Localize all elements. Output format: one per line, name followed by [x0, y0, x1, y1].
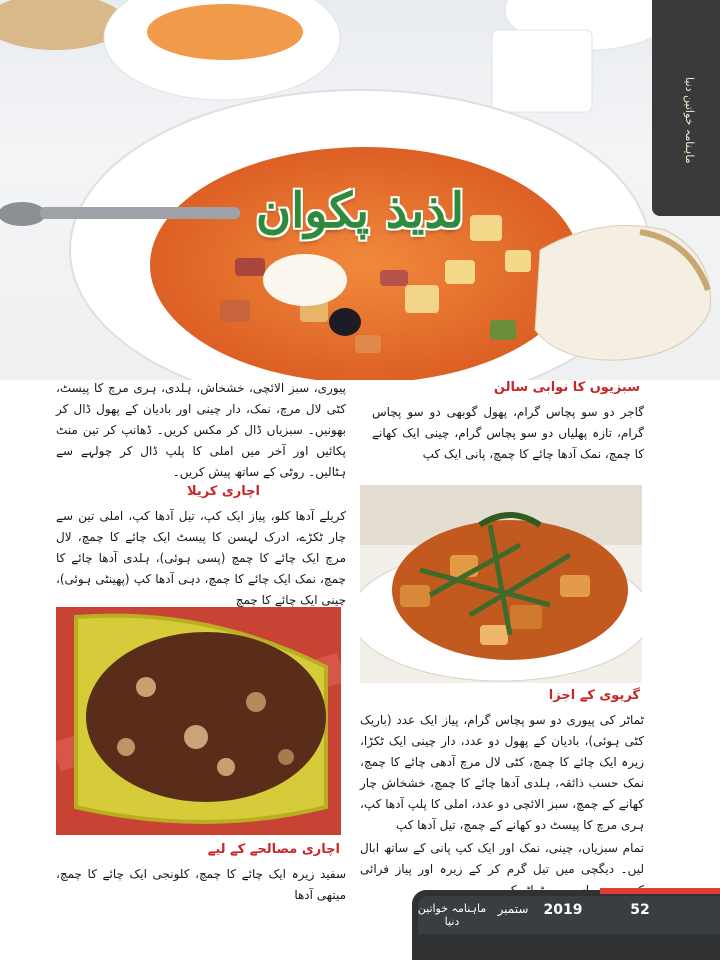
gravy-method: تمام سبزیاں، چینی، نمک اور ایک کپ پانی کے ساتھ ابال لیں۔ دیگچی میں تیل گرم کر کے زیرہ اور پیاز فرائی [360, 841, 644, 876]
recipe-2-heading: اچاری کریلا [186, 484, 260, 499]
issue-year: 2019 [543, 902, 583, 918]
vegetable-curry-photo [360, 485, 642, 683]
recipe-1-method: پیوری، سبز الائچی، خشخاش، ہلدی، ہری مرچ کا پیسٹ، کٹی لال مرچ، نمک، دار چینی اور بادیان کے پھول ڈال کر بھونیں۔ سبزیاں ڈال کر مکس کریں۔ ڈھانپ کر تین منٹ پکائیں اور آخر میں املی کا پلپ ڈال کر چولہے سے ہٹالیں۔ روٹی کے ساتھ پیش کریں۔ [56, 381, 346, 479]
recipe-2-ingredients: کریلے آدھا کلو، پیاز ایک کپ، تیل آدھا کپ، املی تین سے چار ٹکڑے، ادرک لہسن کا پیسٹ ایک چائے کا چمچ، لال مرچ ایک چائے کا چمچ (پسی ہوئی)، ہلدی آدھا چائے کا چمچ، نمک ایک چائے کا چمچ، دہی آدھا کپ (پھینٹی ہوئی)، چینی ایک چائے کا چمچ [56, 509, 346, 607]
section-side-tab [652, 0, 720, 216]
achari-karela-photo [56, 607, 341, 835]
issue-month: ستمبر [497, 902, 529, 916]
recipe-1-heading: سبزیوں کا نوابی سالن [493, 380, 640, 395]
page-number: 52 [630, 902, 650, 918]
page-title: لذیذ پکوان [255, 183, 465, 239]
gravy-ingredients: ٹماٹر کی پیوری دو سو پچاس گرام، پیاز ایک عدد (باریک کٹی ہوئی)، بادیان کے پھول دو عدد، دار چینی ایک ٹکڑا، زیرہ ایک چائے کا چمچ، کٹی لال مرچ آدھی چائے کا چمچ، نمک حسب ذائقہ، ہلدی آدھا چائے کا چمچ، خشخاش چار کھانے کے چمچ، سبز الائچی دو عدد، املی کا پلپ آدھا کپ، ہری مرچ کا پیسٹ دو کھانے کے چمچ، تیل آدھا کپ [360, 713, 644, 832]
masala-ingredients: سفید زیرہ ایک چائے کا چمچ، کلونجی ایک چائے کا چمچ، میتھی آدھا [56, 867, 346, 902]
gravy-heading: گریوی کے اجزا [548, 688, 640, 703]
footer-accent [600, 888, 720, 894]
vegetable-curry-illustration [360, 485, 642, 683]
karela-dish-illustration [56, 607, 341, 835]
magazine-name: ماہنامہ خواتین دنیا [417, 902, 487, 928]
side-tab-label: ماہنامہ خواتین دنیا [683, 76, 696, 164]
masala-heading: اچاری مصالحے کے لیے [207, 842, 340, 857]
recipe-1-ingredients: گاجر دو سو پچاس گرام، پھول گوبھی دو سو پچاس گرام، تازہ پھلیاں دو سو پچاس گرام، چینی ایک کھانے کا چمچ، نمک آدھا چائے کا چمچ، پانی ایک کپ [372, 405, 644, 461]
